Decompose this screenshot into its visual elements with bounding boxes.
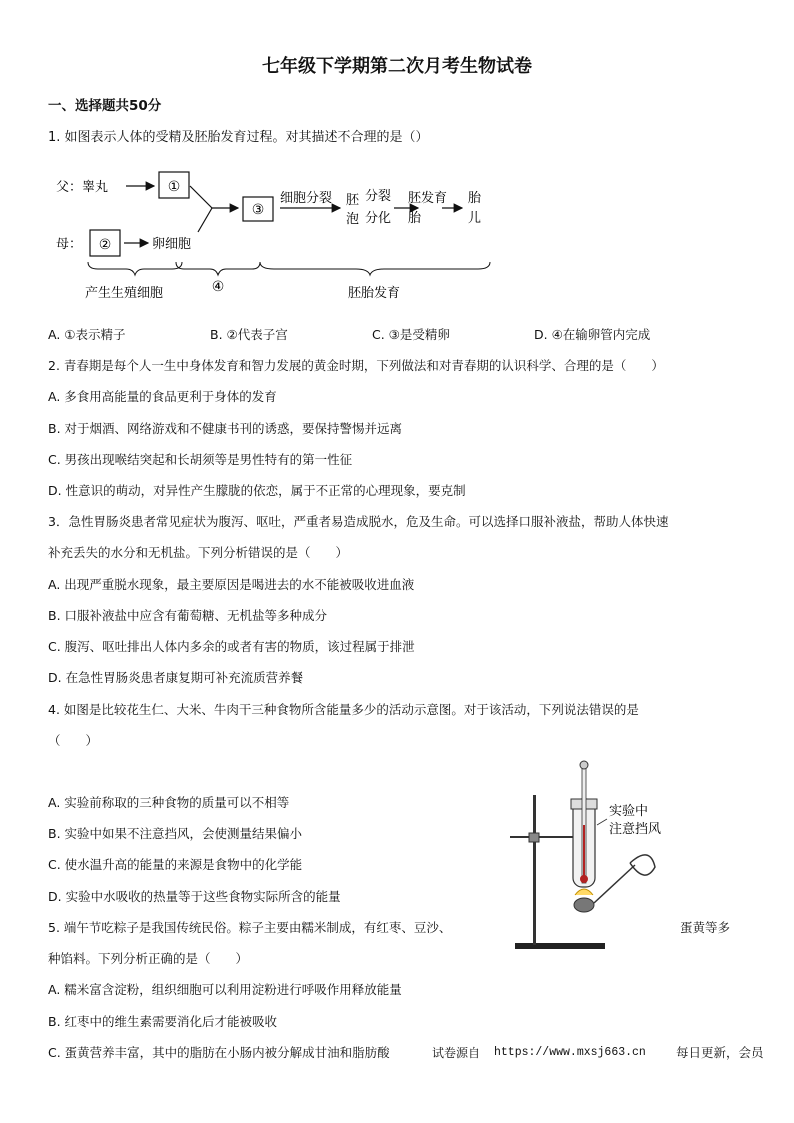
q5-stem-line1-b: 蛋黄等多 (680, 920, 731, 935)
q5-option-a[interactable]: A. 糯米富含淀粉，组织细胞可以利用淀粉进行呼吸作用释放能量 (48, 982, 402, 997)
figure-label-1: 实验中 (609, 804, 649, 819)
brace-reproductive-cells (88, 262, 182, 275)
thermometer-top (580, 761, 588, 769)
embryo-dev-label: 胚发育 (408, 191, 448, 206)
blastocyst-label-1: 胚 (346, 193, 360, 208)
cell-division-label: 细胞分裂 (280, 191, 333, 206)
q3-option-c[interactable]: C. 腹泻、呕吐排出人体内多余的或者有害的物质，该过程属于排泄 (48, 639, 415, 654)
q4-option-a[interactable]: A. 实验前称取的三种食物的质量可以不相等 (48, 795, 290, 810)
q3-option-a[interactable]: A. 出现严重脱水现象，最主要原因是喝进去的水不能被吸收进血液 (48, 577, 415, 592)
egg-cell-label: 卵细胞 (152, 237, 192, 252)
q4-option-c[interactable]: C. 使水温升高的能量的来源是食物中的化学能 (48, 857, 303, 872)
q1-option-a[interactable]: A. ①表示精子 (48, 327, 126, 342)
q2-option-c[interactable]: C. 男孩出现喉结突起和长胡须等是男性特有的第一性征 (48, 452, 353, 467)
q3-option-b[interactable]: B. 口服补液盐中应含有葡萄糖、无机盐等多种成分 (48, 608, 328, 623)
box-1-label: ① (167, 179, 181, 195)
box-3-label: ③ (251, 202, 265, 218)
burning-food (574, 898, 594, 912)
q5-option-c[interactable]: C. 蛋黄营养丰富，其中的脂肪在小肠内被分解成甘油和脂肪酸 (48, 1045, 390, 1060)
fetus-label-1: 胎 (468, 191, 482, 206)
divide-label: 分裂 (365, 189, 392, 204)
q1-option-c[interactable]: C. ③是受精卵 (372, 327, 450, 342)
join-line-bottom (198, 208, 212, 232)
footer-tail: 每日更新，会员 (676, 1045, 764, 1060)
q1-option-b[interactable]: B. ②代表子宫 (210, 327, 288, 342)
thermometer-bulb (580, 875, 588, 883)
brace-label-reproductive: 产生生殖细胞 (85, 286, 164, 301)
q2-option-b[interactable]: B. 对于烟酒、网络游戏和不健康书刊的诱惑，要保持警惕并远离 (48, 421, 403, 436)
brace-fertilization (176, 262, 260, 275)
differentiate-label: 分化 (365, 211, 392, 226)
q4-stem-line2: （ ） (48, 733, 99, 748)
q5-option-b[interactable]: B. 红枣中的维生素需要消化后才能被吸收 (48, 1014, 278, 1029)
page-title: 七年级下学期第二次月考生物试卷 (262, 56, 532, 77)
q2-stem: 2. 青春期是每个人一生中身体发育和智力发展的黄金时期，下列做法和对青春期的认识科学、合理的是（ ） (48, 358, 664, 373)
q1-stem: 1. 如图表示人体的受精及胚胎发育过程。对其描述不合理的是（） (48, 130, 429, 145)
q4-option-b[interactable]: B. 实验中如果不注意挡风，会使测量结果偏小 (48, 826, 303, 841)
section-header: 一、选择题共50分 (48, 98, 162, 114)
brace-label-embryo: 胚胎发育 (348, 286, 401, 301)
mother-label: 母： (56, 237, 83, 252)
q5-stem-line2: 种馅料。下列分析正确的是（ ） (48, 951, 249, 966)
flame (575, 889, 593, 895)
callout-line (597, 819, 607, 825)
blastocyst-label-2: 泡 (346, 212, 360, 227)
holder-handle (630, 855, 655, 875)
q2-option-d[interactable]: D. 性意识的萌动，对异性产生朦胧的依恋，属于不正常的心理现象，要克制 (48, 483, 466, 498)
q2-option-a[interactable]: A. 多食用高能量的食品更利于身体的发育 (48, 389, 277, 404)
stand-rod (533, 795, 536, 945)
stand-base (515, 943, 605, 949)
clamp-knob (529, 833, 539, 842)
q3-option-d[interactable]: D. 在急性胃肠炎患者康复期可补充流质营养餐 (48, 670, 304, 685)
figure-label-2: 注意挡风 (609, 822, 662, 837)
q4-option-d[interactable]: D. 实验中水吸收的热量等于这些食物实际所含的能量 (48, 889, 341, 904)
calorimeter-figure (505, 755, 695, 955)
needle-holder (594, 865, 635, 903)
q3-stem-line2: 补充丢失的水分和无机盐。下列分析错误的是（ ） (48, 545, 349, 560)
thermometer-mercury (583, 825, 585, 879)
q3-stem-line1: 3．急性胃肠炎患者常见症状为腹泻、呕吐，严重者易造成脱水，危及生命。可以选择口服补液盐，帮助人体快速 (48, 514, 669, 529)
q5-stem-line1-a: 5. 端午节吃粽子是我国传统民俗。粽子主要由糯米制成，有红枣、豆沙、 (48, 920, 452, 935)
box-2-label: ② (98, 237, 112, 253)
q1-option-d[interactable]: D. ④在输卵管内完成 (534, 327, 651, 342)
embryo-label: 胎 (408, 211, 422, 226)
father-label: 父：睾丸 (56, 180, 109, 195)
fetus-label-2: 儿 (468, 211, 482, 226)
footer-source: 试卷源自 (432, 1046, 481, 1060)
footer-url[interactable]: https://www.mxsj663.cn (494, 1046, 646, 1059)
q4-stem-line1: 4. 如图是比较花生仁、大米、牛肉干三种食物所含能量多少的活动示意图。对于该活动，下列说法错误的是 (48, 702, 639, 717)
fertilization-diagram (50, 160, 510, 310)
join-line-top (190, 186, 212, 208)
brace-label-4: ④ (211, 279, 225, 295)
brace-embryo-development (260, 262, 490, 275)
